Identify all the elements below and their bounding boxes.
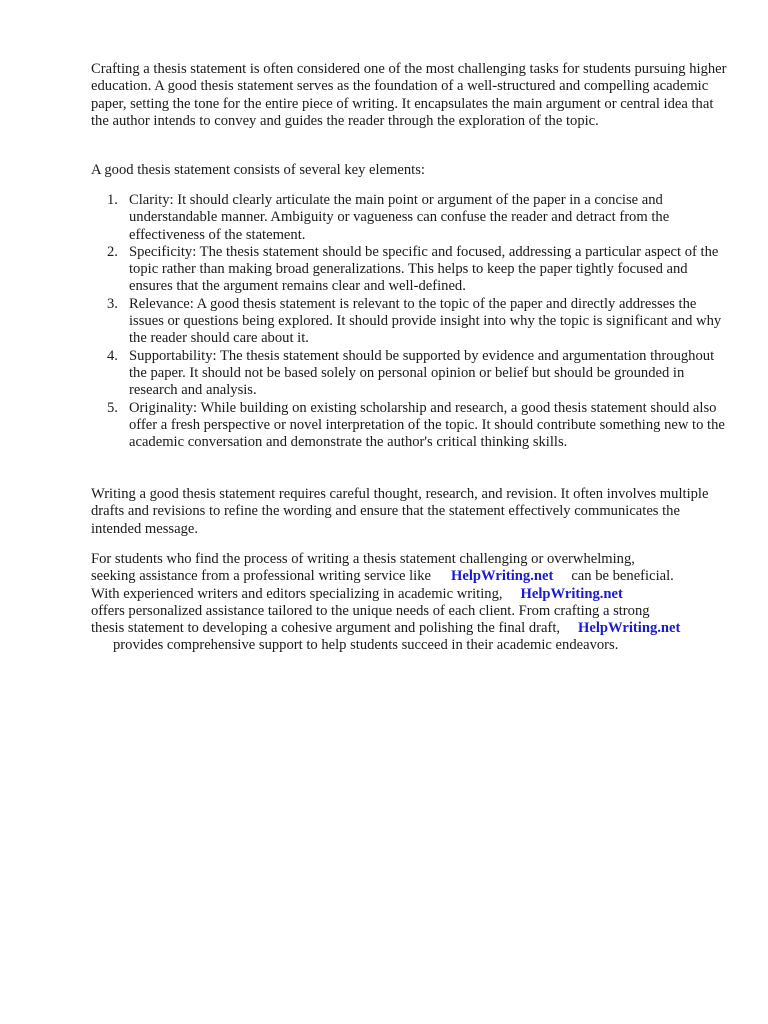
assistance-text: provides comprehensive support to help students succeed in their academic endeavors. [113,637,619,654]
assistance-text: can be beneficial. [571,568,674,585]
helpwriting-link[interactable]: HelpWriting.net [451,568,554,585]
assistance-line: For students who find the process of writing a thesis statement challenging or overwhelming, [91,551,635,567]
assistance-text: seeking assistance from a professional writing service like [91,568,432,585]
assistance-text: thesis statement to developing a cohesive argument and polishing the final draft, [91,620,561,637]
assistance-line [91,586,731,603]
list-item-number: 1. [107,192,118,208]
list-item [107,244,727,296]
list-item-number: 2. [107,243,118,260]
list-item-text: Supportability: The thesis statement should be supported by evidence and argumentation throughout the paper. It should not be based solely on personal opinion or belief but should be grounded in research and analysis. [129,347,715,399]
key-elements-list [107,192,727,451]
list-item [107,192,727,244]
list-item-text: Clarity: It should clearly articulate the main point or argument of the paper in a concise and understandable manner. Ambiguity or vagueness can confuse the reader and detract from the effectiveness of the statement. [129,192,670,243]
assistance-line [91,568,731,585]
assistance-line: offers personalized assistance tailored to the unique needs of each client. From crafting a strong [91,602,650,619]
list-item [107,400,727,452]
assistance-paragraph [91,551,731,655]
elements-intro: A good thesis statement consists of several key elements: [91,162,425,178]
intro-paragraph: Crafting a thesis statement is often considered one of the most challenging tasks for students pursuing higher education. A good thesis statement serves as the foundation of a well-structured and compelling academic paper, setting the tone for the entire piece of writing. It encapsulates the main argument or central idea that the author intends to convey and guides the reader through the exploration of the topic. [91,61,727,129]
helpwriting-link[interactable]: HelpWriting.net [578,620,681,637]
list-item-text: Originality: While building on existing scholarship and research, a good thesis statement should also offer a fresh perspective or novel interpretation of the topic. It should contribute something new to the academic conversation and demonstrate the author's critical thinking skills. [129,399,725,451]
list-item [107,348,727,400]
writing-paragraph: Writing a good thesis statement requires careful thought, research, and revision. It often involves multiple drafts and revisions to refine the wording and ensure that the statement effectively communicates the intended message. [91,486,709,537]
assistance-line [91,620,731,637]
list-item-number: 5. [107,399,118,416]
assistance-text: With experienced writers and editors specializing in academic writing, [91,585,503,602]
helpwriting-link[interactable]: HelpWriting.net [520,585,623,602]
list-item [107,296,727,348]
list-item-text: Specificity: The thesis statement should be specific and focused, addressing a particular aspect of the topic rather than making broad generalizations. This helps to keep the paper tightly focused and ensures that the argument remains clear and well-defined. [129,243,719,295]
list-item-number: 3. [107,295,118,312]
list-item-number: 4. [107,347,118,364]
list-item-text: Relevance: A good thesis statement is relevant to the topic of the paper and directly addresses the issues or questions being explored. It should provide insight into why the topic is significant and why the reader should care about it. [129,295,722,347]
assistance-line [91,637,731,654]
